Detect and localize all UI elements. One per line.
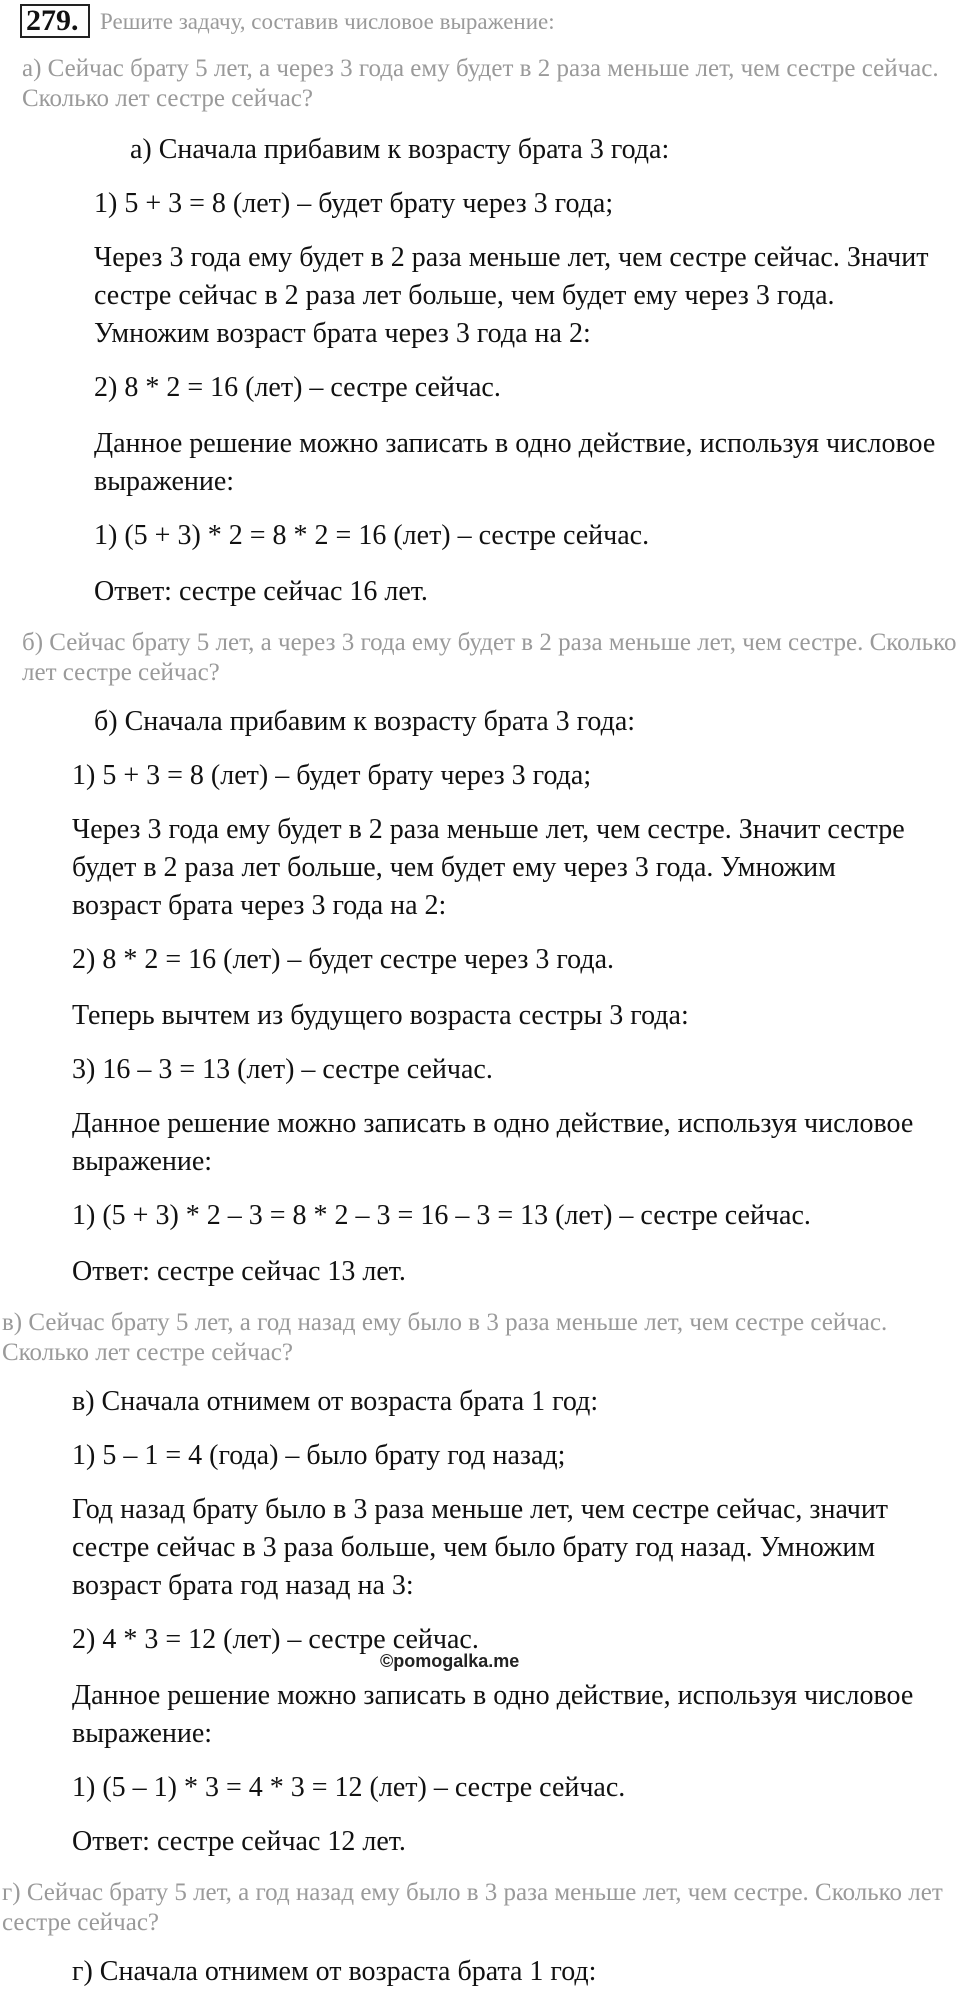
solution-v-line: 1) 5 – 1 = 4 (года) – было брату год назад;: [72, 1440, 566, 1471]
task-v-line-2: Сколько лет сестре сейчас?: [2, 1339, 294, 1366]
solution-v-line: выражение:: [72, 1718, 213, 1749]
solution-b-line: 1) (5 + 3) * 2 – 3 = 8 * 2 – 3 = 16 – 3 = 13 (лет) – сестре сейчас.: [72, 1200, 811, 1231]
solution-a-answer: Ответ: сестре сейчас 16 лет.: [94, 576, 428, 607]
solution-a-line: а) Сначала прибавим к возрасту брата 3 года:: [130, 134, 670, 165]
task-b-line-1: б) Сейчас брату 5 лет, а через 3 года ему будет в 2 раза меньше лет, чем сестре. Сколько: [22, 629, 957, 656]
solution-v-answer: Ответ: сестре сейчас 12 лет.: [72, 1826, 406, 1857]
solution-v-line: в) Сначала отнимем от возраста брата 1 год:: [72, 1386, 599, 1417]
solution-v-line: сестре сейчас в 3 раза больше, чем было брату год назад. Умножим: [72, 1532, 876, 1563]
solution-a-line: 2) 8 * 2 = 16 (лет) – сестре сейчас.: [94, 372, 501, 403]
task-g-line-2: сестре сейчас?: [2, 1909, 160, 1936]
solution-a-line: 1) (5 + 3) * 2 = 8 * 2 = 16 (лет) – сестре сейчас.: [94, 520, 650, 551]
solution-v-line: 2) 4 * 3 = 12 (лет) – сестре сейчас.: [72, 1624, 479, 1655]
solution-b-line: выражение:: [72, 1146, 213, 1177]
solution-v-line: возраст брата год назад на 3:: [72, 1570, 414, 1601]
task-a-line-1: а) Сейчас брату 5 лет, а через 3 года ему будет в 2 раза меньше лет, чем сестре сейчас.: [22, 55, 939, 82]
solution-b-line: 3) 16 – 3 = 13 (лет) – сестре сейчас.: [72, 1054, 493, 1085]
task-b-line-2: лет сестре сейчас?: [22, 659, 220, 686]
task-v-line-1: в) Сейчас брату 5 лет, а год назад ему было в 3 раза меньше лет, чем сестре сейчас.: [2, 1309, 888, 1336]
solution-g-line: г) Сначала отнимем от возраста брата 1 год:: [72, 1956, 597, 1987]
task-a-line-2: Сколько лет сестре сейчас?: [22, 85, 314, 112]
solution-b-answer: Ответ: сестре сейчас 13 лет.: [72, 1256, 406, 1287]
solution-a-line: сестре сейчас в 2 раза лет больше, чем будет ему через 3 года.: [94, 280, 835, 311]
solution-v-line: 1) (5 – 1) * 3 = 4 * 3 = 12 (лет) – сестре сейчас.: [72, 1772, 626, 1803]
exercise-number: 279.: [26, 4, 79, 37]
solution-b-line: Данное решение можно записать в одно действие, используя числовое: [72, 1108, 914, 1139]
solution-a-line: Умножим возраст брата через 3 года на 2:: [94, 318, 591, 349]
solution-b-line: Теперь вычтем из будущего возраста сестры 3 года:: [72, 1000, 689, 1031]
solution-b-line: будет в 2 раза лет больше, чем будет ему через 3 года. Умножим: [72, 852, 836, 883]
solution-v-line: Данное решение можно записать в одно действие, используя числовое: [72, 1680, 914, 1711]
solution-b-line: 1) 5 + 3 = 8 (лет) – будет брату через 3 года;: [72, 760, 592, 791]
exercise-instruction: Решите задачу, составив числовое выражение:: [100, 9, 555, 34]
solution-b-line: 2) 8 * 2 = 16 (лет) – будет сестре через 3 года.: [72, 944, 615, 975]
solution-a-line: Данное решение можно записать в одно действие, используя числовое: [94, 428, 936, 459]
solution-b-line: возраст брата через 3 года на 2:: [72, 890, 447, 921]
watermark: ©pomogalka.me: [380, 1651, 520, 1671]
solution-v-line: Год назад брату было в 3 раза меньше лет, чем сестре сейчас, значит: [72, 1494, 889, 1525]
solution-a-line: выражение:: [94, 466, 235, 497]
solution-a-line: Через 3 года ему будет в 2 раза меньше лет, чем сестре сейчас. Значит: [94, 242, 929, 273]
solution-a-line: 1) 5 + 3 = 8 (лет) – будет брату через 3 года;: [94, 188, 614, 219]
task-g-line-1: г) Сейчас брату 5 лет, а год назад ему было в 3 раза меньше лет, чем сестре. Сколько лет: [2, 1879, 943, 1906]
solution-b-line: б) Сначала прибавим к возрасту брата 3 года:: [94, 706, 636, 737]
solution-b-line: Через 3 года ему будет в 2 раза меньше лет, чем сестре. Значит сестре: [72, 814, 905, 845]
